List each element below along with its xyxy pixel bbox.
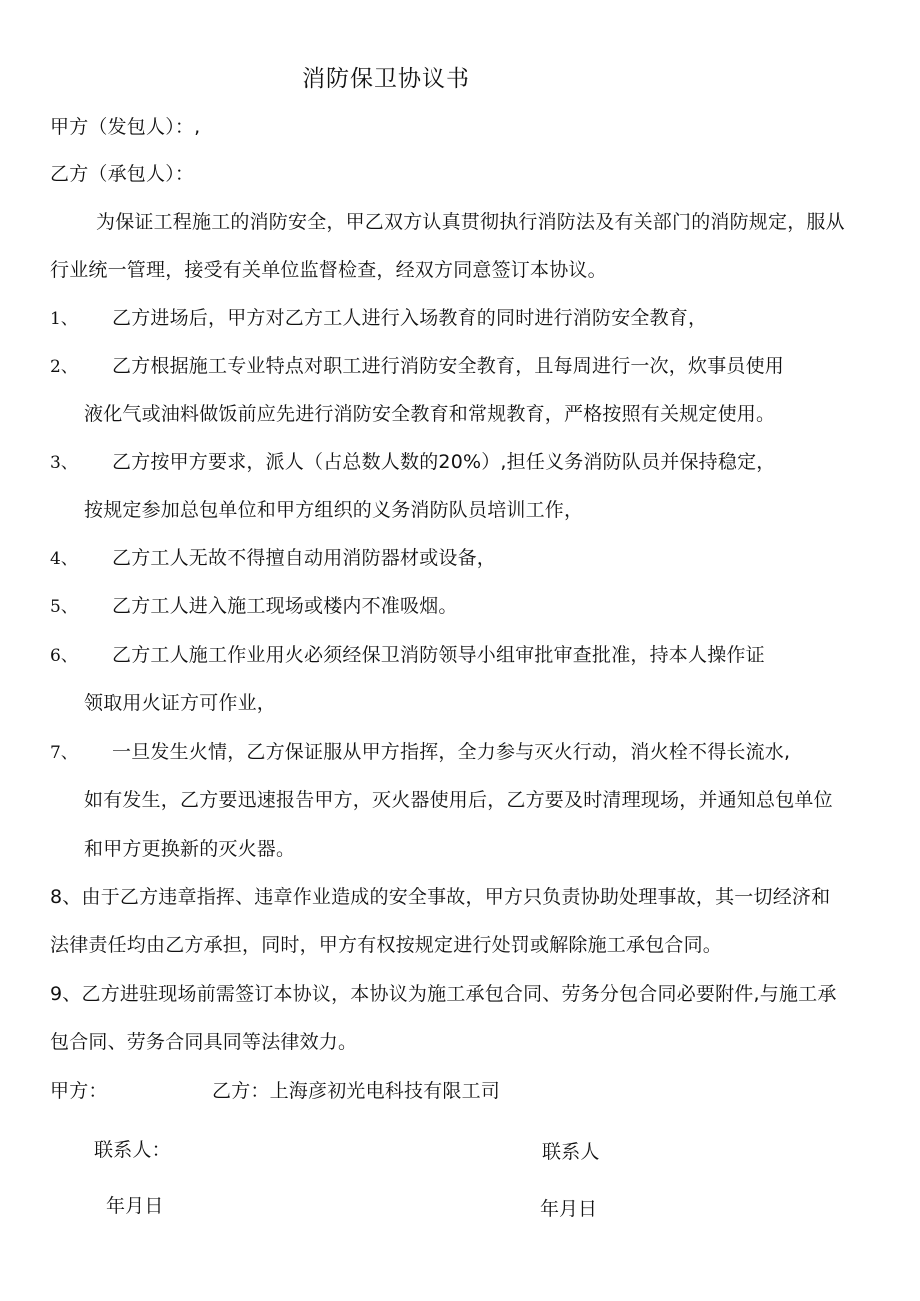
- clause-number: 4、: [50, 549, 78, 569]
- party-a-signature-label: 甲方：: [50, 1080, 108, 1102]
- clause-text: 乙方根据施工专业特点对职工进行消防安全教育，且每周进行一次，炊事员使用: [112, 355, 785, 377]
- clause-text: 乙方工人无故不得擅自动用消防器材或设备，: [112, 547, 497, 569]
- clause-text: 一旦发生火情，乙方保证服从甲方指挥，全力参与灭火行动，消火栓不得长流水,: [112, 741, 791, 763]
- clause-8-line-2: 法律责任均由乙方承担，同时，甲方有权按规定进行处罚或解除施工承包合同。: [50, 934, 723, 956]
- party-b-contact-label: 联系人: [542, 1141, 600, 1163]
- clause-text: 如有发生，乙方要迅速报告甲方，灭火器使用后，乙方要及时清理现场，并通知总包单位: [84, 789, 833, 811]
- party-b-signature-label: 乙方：上海彦初光电科技有限工司: [212, 1080, 501, 1102]
- clause-text: 和甲方更换新的灭火器。: [84, 838, 296, 860]
- party-b-date-label: 年月日: [540, 1198, 598, 1218]
- clause-text: 乙方进场后，甲方对乙方工人进行入场教育的同时进行消防安全教育，: [112, 307, 708, 329]
- clause-text: 按规定参加总包单位和甲方组织的义务消防队员培训工作，: [84, 499, 584, 521]
- intro-line-2: 行业统一管理，接受有关单位监督检查，经双方同意签订本协议。: [50, 259, 607, 281]
- clause-text: 领取用火证方可作业，: [84, 692, 277, 714]
- party-b-header: 乙方（承包人）：: [50, 163, 195, 185]
- clause-number: 6、: [50, 646, 78, 666]
- clause-text: 乙方工人施工作业用火必须经保卫消防领导小组审批审查批准，持本人操作证: [112, 644, 765, 666]
- clause-number: 3、: [50, 453, 78, 473]
- clause-number: 1、: [50, 309, 78, 329]
- party-a-contact-label: 联系人：: [94, 1139, 171, 1161]
- clause-number: 7、: [50, 743, 78, 763]
- clause-number: 2、: [50, 357, 78, 377]
- clause-number: 5、: [50, 597, 78, 617]
- party-a-date-label: 年月日: [106, 1195, 164, 1217]
- party-a-header: 甲方（发包人）：,: [50, 116, 201, 138]
- clause-text: 液化气或油料做饭前应先进行消防安全教育和常规教育，严格按照有关规定使用。: [84, 403, 776, 425]
- clause-8-line-1: 8、由于乙方违章指挥、违章作业造成的安全事故，甲方只负责协助处理事故，其一切经济和: [50, 886, 831, 908]
- document-title: 消防保卫协议书: [302, 66, 470, 92]
- clause-text: 乙方按甲方要求，派人（占总数人数的20%）,担任义务消防队员并保持稳定，: [112, 451, 776, 473]
- clause-9-line-2: 包合同、劳务合同具同等法律效力。: [50, 1031, 358, 1053]
- intro-line-1: 为保证工程施工的消防安全，甲乙双方认真贯彻执行消防法及有关部门的消防规定，服从: [96, 211, 845, 233]
- party-b-date-clip: [540, 1192, 660, 1218]
- clause-9-line-1: 9、乙方进驻现场前需签订本协议，本协议为施工承包合同、劳务分包合同必要附件,与施工承: [50, 983, 837, 1005]
- clause-text: 乙方工人进入施工现场或楼内不准吸烟。: [112, 595, 458, 617]
